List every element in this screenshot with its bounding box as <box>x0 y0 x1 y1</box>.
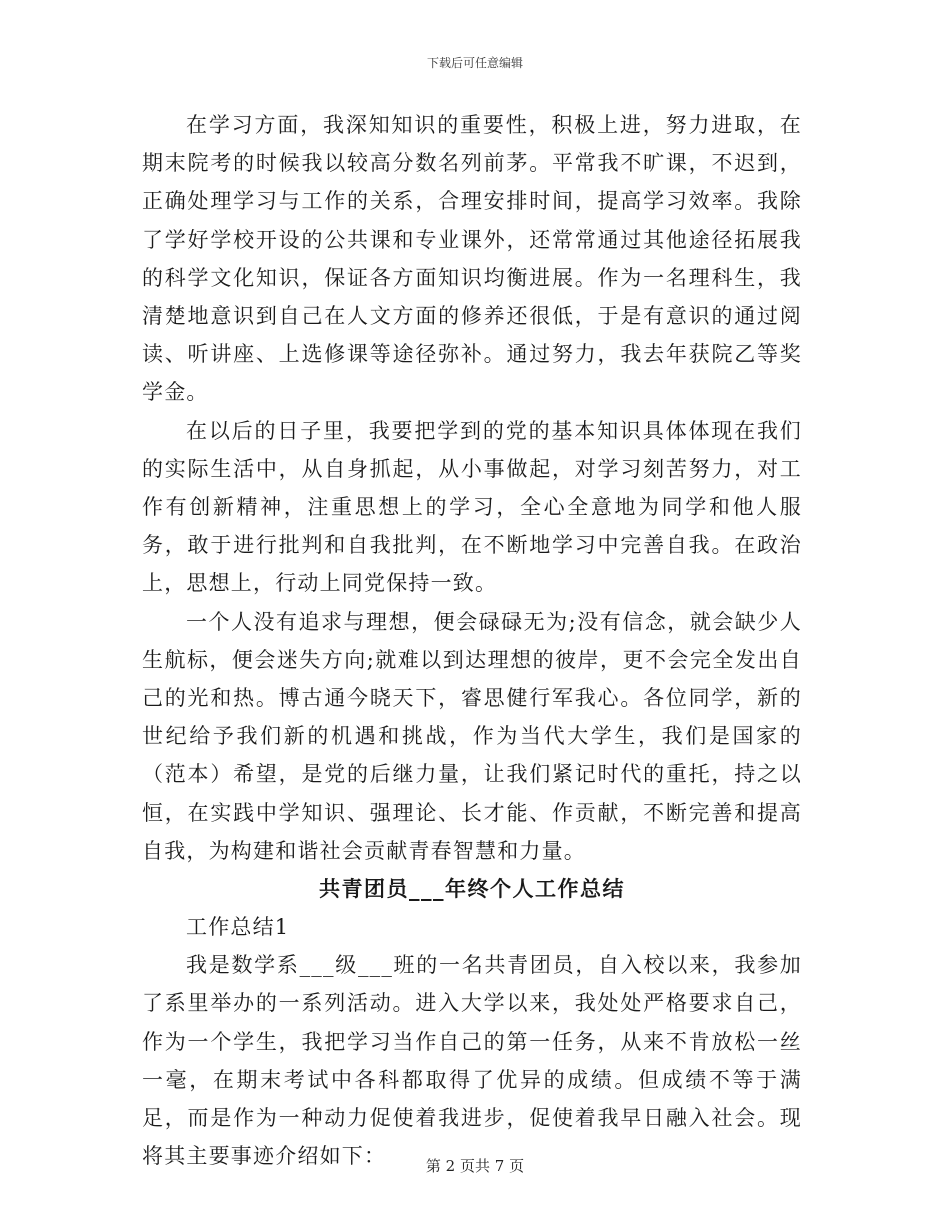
document-body <box>142 106 802 1175</box>
paragraph-study: 在学习方面，我深知知识的重要性，积极上进，努力进取，在期末院考的时候我以较高分数名列前茅。平常我不旷课，不迟到，正确处理学习与工作的关系，合理安排时间，提高学习效率。我除了学好学校开设的公共课和专业课外，还常常通过其他途径拓展我的科学文化知识，保证各方面知识均衡进展。作为一名理科生，我清楚地意识到自己在人文方面的修养还很低，于是有意识的通过阅读、听讲座、上选修课等途径弥补。通过努力，我去年获院乙等奖学金。 <box>142 113 802 405</box>
section-title: 共青团员___年终个人工作总结 <box>319 876 625 902</box>
paragraph-ideals: 一个人没有追求与理想，便会碌碌无为;没有信念，就会缺少人生航标，便会迷失方向;就难以到达理想的彼岸，更不会完全发出自己的光和热。博古通今晓天下，睿思健行军我心。各位同学，新的世纪给予我们新的机遇和挑战，作为当代大学生，我们是国家的（范本）希望，是党的后继力量，让我们紧记时代的重托，持之以恒，在实践中学知识、强理论、长才能、作贡献，不断完善和提高自我，为构建和谐社会贡献青春智慧和力量。 <box>142 609 802 863</box>
paragraph-future: 在以后的日子里，我要把学到的党的基本知识具体体现在我们的实际生活中，从自身抓起，从小事做起，对学习刻苦努力，对工作有创新精神，注重思想上的学习，全心全意地为同学和他人服务，敢于进行批判和自我批判，在不断地学习中完善自我。在政治上，思想上，行动上同党保持一致。 <box>142 418 802 596</box>
page-footer: 第 2 页共 7 页 <box>425 1157 525 1175</box>
subheading: 工作总结1 <box>186 915 290 940</box>
paragraph-intro: 我是数学系___级___班的一名共青团员，自入校以来，我参加了系里举办的一系列活动。进入大学以来，我处处严格要求自己，作为一个学生，我把学习当作自己的第一任务，从来不肯放松一丝一毫，在期末考试中各科都取得了优异的成绩。但成绩不等于满足，而是作为一种动力促使着我进步，促使着我早日融入社会。现将其主要事迹介绍如下： <box>142 953 802 1169</box>
page-header: 下载后可任意编辑 <box>426 56 523 70</box>
